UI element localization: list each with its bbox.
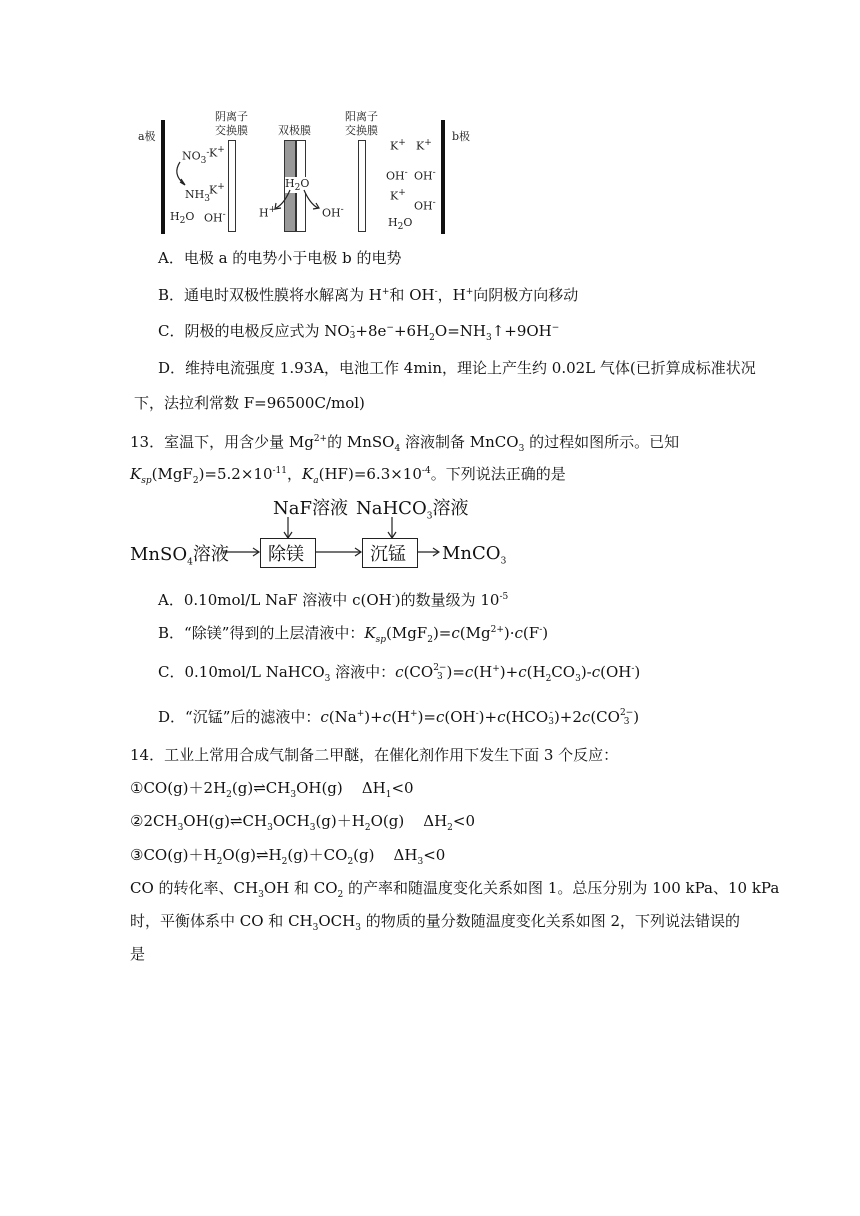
k-ion-right-2: K+ (416, 138, 432, 153)
q13-stem-line2: $K_{sp}(MgF_2)=5.2\times 10^{-11}$，$K_a(HF)=6.3\times 10^{-4}$。下列说法正确的是 (130, 465, 566, 486)
mnso4-solution-label: MnSO$_4$溶液 (130, 544, 229, 568)
k-ion-right-1: K+ (390, 138, 406, 153)
k-ion-right-3: K+ (390, 188, 406, 203)
electrode-b-label: b极 (452, 130, 471, 143)
h2o-middle: $H_2O$ (285, 177, 310, 194)
h-plus-middle: H+ (259, 205, 277, 220)
oh-right-2: OH- (414, 168, 436, 183)
nh3-molecule: $NH_3$ (185, 188, 210, 205)
q12-option-d-line2: 下，法拉利常数 F=96500C/mol) (134, 394, 365, 412)
oh-minus-middle: OH- (322, 205, 344, 220)
step-remove-mg-label: 除镁 (268, 544, 304, 565)
anion-membrane-label-1: 阴离子 (215, 110, 248, 123)
electrode-a (161, 120, 165, 234)
cation-membrane-label-2: 交换膜 (345, 124, 378, 137)
q14-paragraph-line1: CO 的转化率、$CH_3OH$ 和 $CO_2$ 的产率和随温度变化关系如图 1。总压分别为 100 kPa、10 kPa (130, 879, 780, 900)
q13-option-b: B．“除镁”得到的上层清液中：$K_{sp}(MgF_2)=c(Mg^{2+})\cdot c(F^-)$ (158, 624, 549, 645)
oh-left: OH- (204, 210, 226, 225)
oh-right-3: OH- (414, 198, 436, 213)
q13-option-a: A．0.10mol/L NaF 溶液中 c(OH-)的数量级为 $10^{-5}$ (158, 591, 509, 609)
q14-paragraph-line2: 时，平衡体系中 CO 和 $CH_3OCH_3$ 的物质的量分数随温度变化关系如图 2，下列说法错误的 (130, 912, 741, 933)
h2o-right: $H_2O$ (388, 216, 413, 233)
q12-option-d-line1: D．维持电流强度 1.93A，电池工作 4min，理论上产生约 0.02L 气体(已折算成标准状况 (158, 359, 756, 377)
curved-arrow-icon (170, 160, 194, 190)
q13-option-c: C．0.10mol/L NaHCO$_3$ 溶液中：c(CO2− 3 )$=c(H^+)+c(H_2CO_3)-c(OH^-)$ (158, 663, 641, 684)
q14-stem: 14．工业上常用合成气制备二甲醚，在催化剂作用下发生下面 3 个反应： (130, 746, 619, 764)
q14-paragraph-line3: 是 (130, 945, 146, 963)
cation-exchange-membrane (358, 140, 366, 232)
anion-membrane-label-2: 交换膜 (215, 124, 248, 137)
bipolar-membrane-label: 双极膜 (278, 124, 311, 137)
q12-option-c: C．阴极的电极反应式为 NO- $3+8e^-+6H_2O=NH_3↑+9OH^-$ (158, 322, 560, 343)
no3-ion: $NO_3^-$ (182, 148, 210, 166)
cation-membrane-label-1: 阳离子 (345, 110, 378, 123)
q13-option-d: D．“沉锰”后的滤液中：c(Na+)+c(H+)=c(OH-)+c(HCO- 3)+2c(CO2− 3 ) (158, 708, 640, 727)
anion-exchange-membrane (228, 140, 236, 232)
mnco3-product-label: MnCO$_3$ (442, 543, 507, 567)
k-ion-left-2: K+ (209, 182, 225, 197)
split-arrows-icon (272, 188, 322, 212)
h2o-left: $H_2O$ (170, 210, 195, 227)
q12-option-a: A．电极 a 的电势小于电极 b 的电势 (158, 249, 402, 267)
reaction-3: $③CO(g)+H_2O(g)\rightleftharpoons H_2(g)+CO_2(g)$ $\Delta H_3<0$ (130, 846, 446, 867)
naf-solution-label: NaF溶液 (273, 498, 348, 519)
electrode-a-label: a极 (138, 130, 156, 143)
step-precipitate-mn-label: 沉锰 (370, 544, 406, 565)
reaction-1: $①CO(g)+2H_2(g)\rightleftharpoons CH_3OH(g)$ $\Delta H_1<0$ (130, 779, 414, 800)
k-ion-left-1: K+ (209, 145, 225, 160)
q12-option-b: B．通电时双极性膜将水解离为 H+和 OH-，H+向阴极方向移动 (158, 286, 579, 304)
reaction-2: $②2CH_3OH(g)\rightleftharpoons CH_3OCH_3(g)+H_2O(g)$ $\Delta H_2<0$ (130, 812, 476, 833)
oh-right-1: OH- (386, 168, 408, 183)
electrode-b (441, 120, 445, 234)
nahco3-solution-label: NaHCO$_3$溶液 (356, 498, 469, 522)
q13-stem-line1: 13．室温下，用含少量 $Mg^{2+}$的 MnSO$_4$ 溶液制备 MnCO$_3$ 的过程如图所示。已知 (130, 433, 680, 454)
